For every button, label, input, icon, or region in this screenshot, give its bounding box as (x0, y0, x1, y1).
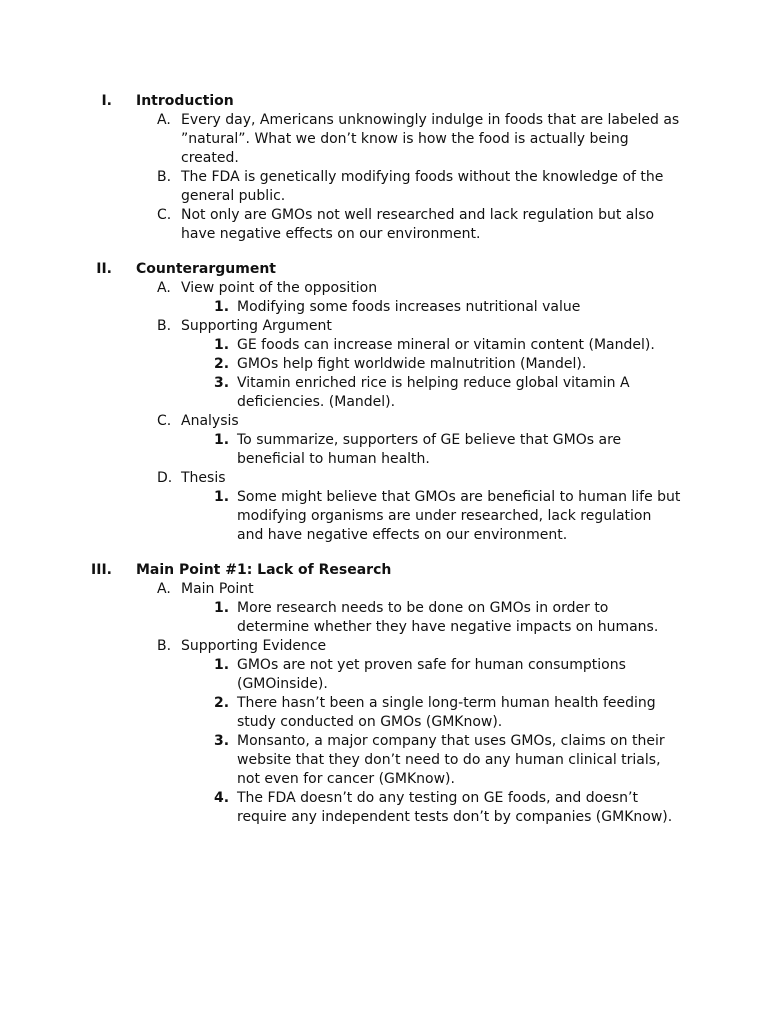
outline-subitem (0, 431, 682, 469)
section-heading (0, 92, 768, 111)
item-label: B. (157, 169, 172, 185)
outline-item (0, 469, 681, 488)
subitem-text: Vitamin enriched rice is helping reduce global vitamin A deficiencies. (Mandel). (237, 375, 630, 410)
subitem-number: 1. (214, 657, 230, 673)
item-label: D. (157, 470, 173, 486)
outline-subitem (0, 488, 682, 545)
item-text: Supporting Evidence (181, 638, 327, 654)
item-label: C. (157, 207, 172, 223)
subitem-number: 3. (214, 733, 230, 749)
outline-subitem (0, 789, 682, 827)
section-title: Introduction (136, 93, 234, 109)
outline-item (0, 317, 681, 336)
outline-section (0, 92, 768, 244)
item-text: The FDA is genetically modifying foods without the knowledge of the general public. (181, 169, 664, 204)
subitem-number: 2. (214, 695, 230, 711)
outline-subitem (0, 374, 682, 412)
item-label: A. (157, 581, 171, 597)
subitem-text: Some might believe that GMOs are beneficial to human life but modifying organisms are under researched, lack regulation and have negative effects on our environment. (237, 489, 681, 543)
subitem-number: 1. (214, 299, 230, 315)
outline-subitem (0, 599, 682, 637)
subitem-text: More research needs to be done on GMOs in order to determine whether they have negative impacts on humans. (237, 600, 659, 635)
section-heading (0, 260, 768, 279)
roman-numeral: III. (91, 562, 112, 578)
subitem-text: GMOs are not yet proven safe for human consumptions (GMOinside). (237, 657, 626, 692)
subitem-number: 1. (214, 337, 230, 353)
item-text: View point of the opposition (181, 280, 378, 296)
outline-subitem (0, 355, 682, 374)
section-title: Counterargument (136, 261, 276, 277)
subitem-number: 1. (214, 600, 230, 616)
item-text: Not only are GMOs not well researched and lack regulation but also have negative effects on our environment. (181, 207, 655, 242)
outline-item (0, 637, 681, 656)
subitem-number: 2. (214, 356, 230, 372)
outline-subitem (0, 336, 682, 355)
subitem-text: Modifying some foods increases nutritional value (237, 299, 581, 315)
subitem-number: 1. (214, 489, 230, 505)
item-text: Every day, Americans unknowingly indulge in foods that are labeled as ”natural”. What we don’t know is how the food is actually being created. (181, 112, 680, 166)
outline-item (0, 279, 681, 298)
section-title: Main Point #1: Lack of Research (136, 562, 392, 578)
subitem-number: 4. (214, 790, 230, 806)
outline-item (0, 580, 681, 599)
subitem-text: To summarize, supporters of GE believe that GMOs are beneficial to human health. (237, 432, 622, 467)
item-text: Thesis (181, 470, 226, 486)
item-label: B. (157, 318, 172, 334)
item-text: Main Point (181, 581, 254, 597)
outline-subitem (0, 656, 682, 694)
roman-numeral: I. (101, 93, 112, 109)
outline-subitem (0, 298, 682, 317)
subitem-text: Monsanto, a major company that uses GMOs, claims on their website that they don’t need to do any human clinical trials, not even for cancer (GMKnow). (237, 733, 665, 787)
subitem-text: GE foods can increase mineral or vitamin content (Mandel). (237, 337, 655, 353)
subitem-text: The FDA doesn’t do any testing on GE foods, and doesn’t require any independent tests don’t by companies (GMKnow). (237, 790, 673, 825)
outline-section (0, 561, 768, 827)
item-label: A. (157, 112, 171, 128)
outline-item (0, 206, 681, 244)
outline-document (0, 92, 768, 843)
outline-item (0, 168, 681, 206)
subitem-number: 1. (214, 432, 230, 448)
item-label: B. (157, 638, 172, 654)
outline-subitem (0, 694, 682, 732)
outline-subitem (0, 732, 682, 789)
item-label: C. (157, 413, 172, 429)
subitem-number: 3. (214, 375, 230, 391)
roman-numeral: II. (96, 261, 112, 277)
item-label: A. (157, 280, 171, 296)
outline-item (0, 412, 681, 431)
subitem-text: GMOs help fight worldwide malnutrition (Mandel). (237, 356, 587, 372)
outline-section (0, 260, 768, 545)
section-heading (0, 561, 768, 580)
subitem-text: There hasn’t been a single long-term human health feeding study conducted on GMOs (GMKnow). (237, 695, 656, 730)
item-text: Analysis (181, 413, 239, 429)
item-text: Supporting Argument (181, 318, 332, 334)
outline-item (0, 111, 681, 168)
